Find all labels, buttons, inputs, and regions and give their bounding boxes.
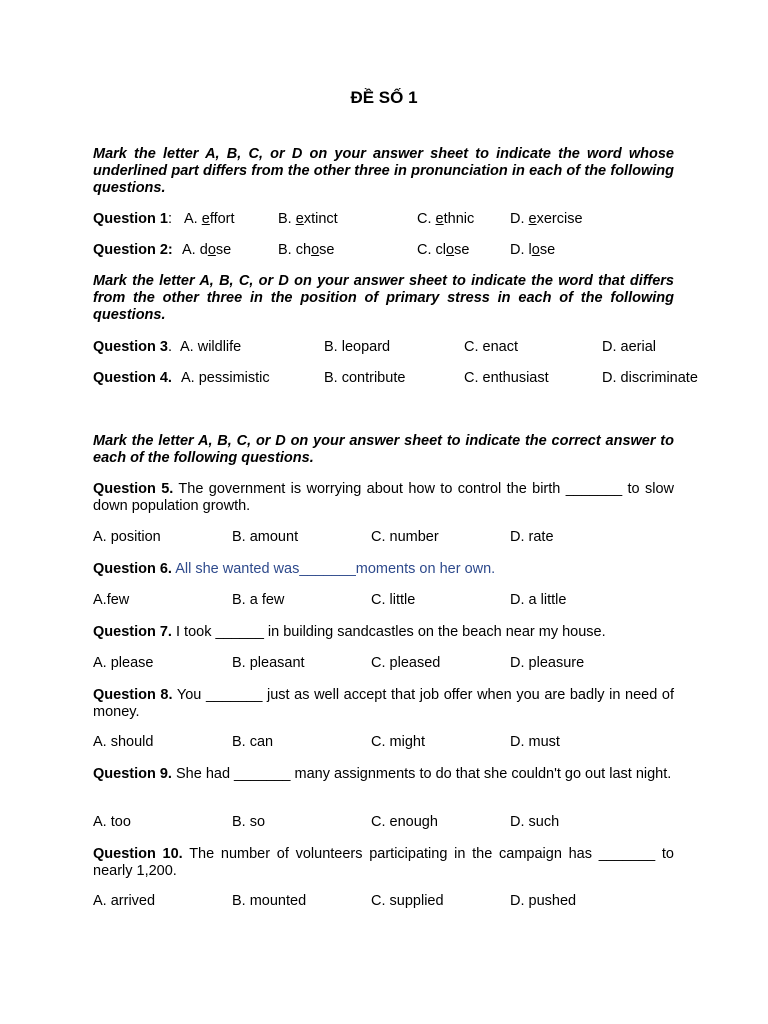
option-b: B. mounted xyxy=(232,893,307,909)
option-word-end: se xyxy=(319,242,335,258)
question-2 xyxy=(93,242,556,259)
option-b: B. contribute xyxy=(324,370,406,386)
option-letter: D. xyxy=(510,211,525,227)
question-label: Question 7. xyxy=(93,624,172,640)
question-text: She had _______ many assignments to do that she couldn't go out last night. xyxy=(176,766,672,782)
option-d: D. a little xyxy=(510,592,567,608)
question-10-stem xyxy=(93,846,674,880)
option-word-end: se xyxy=(454,242,470,258)
question-number: Question 3 xyxy=(93,339,168,355)
underlined-part: e xyxy=(201,211,210,227)
option-a: A. too xyxy=(93,814,131,830)
option-letter: C. xyxy=(417,211,432,227)
option-b: B. leopard xyxy=(324,339,391,355)
option-b xyxy=(278,242,334,259)
option-a: A. wildlife xyxy=(180,339,242,355)
option-letter: A. xyxy=(184,211,198,227)
option-d xyxy=(510,211,583,228)
option-a: A. please xyxy=(93,655,154,671)
option-d: D. aerial xyxy=(602,339,656,355)
option-b xyxy=(278,211,338,228)
option-letter: B. xyxy=(278,211,292,227)
question-punct: . xyxy=(167,339,172,355)
option-d: D. rate xyxy=(510,529,554,545)
question-label: Question 4. xyxy=(93,370,172,386)
option-c xyxy=(417,242,469,259)
option-word-start: d xyxy=(199,242,208,258)
page-title: ĐỀ SỐ 1 xyxy=(350,88,418,107)
question-label: Question 6. xyxy=(93,561,172,577)
option-letter: B. xyxy=(278,242,292,258)
question-label: Question 2: xyxy=(93,242,173,258)
underlined-part: o xyxy=(311,242,320,258)
option-d xyxy=(510,242,555,259)
question-text: The government is worrying about how to control the birth _______ to slow down population growth. xyxy=(93,481,674,514)
option-letter: C. xyxy=(417,242,432,258)
option-a: A. should xyxy=(93,734,154,750)
question-text: You _______ just as well accept that job offer when you are badly in need of money. xyxy=(93,687,674,720)
underlined-part: o xyxy=(207,242,216,258)
question-label: Question 10. xyxy=(93,846,183,862)
option-c: C. number xyxy=(371,529,439,545)
option-d: D. such xyxy=(510,814,560,830)
underlined-part: e xyxy=(528,211,537,227)
question-label: Question 8. xyxy=(93,687,173,703)
option-b: B. pleasant xyxy=(232,655,305,671)
option-word-end: thnic xyxy=(443,211,475,227)
question-text: I took ______ in building sandcastles on the beach near my house. xyxy=(176,624,606,640)
question-text: All she wanted was_______moments on her own. xyxy=(175,561,496,577)
underlined-part: e xyxy=(435,211,444,227)
section-instruction-correct-answer: Mark the letter A, B, C, or D on your answer sheet to indicate the correct answer to each of the following questions. xyxy=(93,433,674,466)
question-9-stem xyxy=(93,766,674,783)
question-number: Question 1 xyxy=(93,211,168,227)
option-word-end: xercise xyxy=(536,211,583,227)
underlined-part: o xyxy=(446,242,455,258)
option-c: C. enough xyxy=(371,814,438,830)
option-a: A. position xyxy=(93,529,161,545)
option-word-end: se xyxy=(539,242,556,258)
option-c: C. little xyxy=(371,592,416,608)
option-word-start: l xyxy=(528,242,532,258)
option-c: C. supplied xyxy=(371,893,444,909)
underlined-part: e xyxy=(295,211,304,227)
option-a: A. arrived xyxy=(93,893,156,909)
underlined-part: o xyxy=(531,242,540,258)
question-label xyxy=(93,339,172,355)
section-instruction-stress: Mark the letter A, B, C, or D on your answer sheet to indicate the word that differs from the other three in the position of primary stress in each of the following questions. xyxy=(93,273,674,323)
option-b: B. so xyxy=(232,814,266,830)
option-letter: D. xyxy=(510,242,525,258)
option-word-start: cl xyxy=(435,242,447,258)
option-b: B. a few xyxy=(232,592,285,608)
question-5-stem xyxy=(93,481,674,515)
option-a xyxy=(182,242,231,259)
option-d: D. pleasure xyxy=(510,655,585,671)
option-a: A.few xyxy=(93,592,130,608)
question-label xyxy=(93,211,172,227)
question-1 xyxy=(93,211,583,228)
option-b: B. can xyxy=(232,734,274,750)
option-d: D. discriminate xyxy=(602,370,698,386)
option-c: C. might xyxy=(371,734,425,750)
question-text: The number of volunteers participating in the campaign has _______ to nearly 1,200. xyxy=(93,846,674,879)
option-c: C. pleased xyxy=(371,655,441,671)
option-word-end: xtinct xyxy=(303,211,338,227)
question-punct: : xyxy=(167,211,172,227)
option-c: C. enthusiast xyxy=(464,370,549,386)
option-word-end: se xyxy=(215,242,232,258)
option-c: C. enact xyxy=(464,339,518,355)
question-7-stem xyxy=(93,624,674,641)
option-d: D. pushed xyxy=(510,893,577,909)
question-label: Question 5. xyxy=(93,481,174,497)
question-6-stem xyxy=(93,561,674,578)
option-word-start: ch xyxy=(295,242,312,258)
question-4 xyxy=(93,370,698,387)
option-word-end: ffort xyxy=(209,211,235,227)
option-b: B. amount xyxy=(232,529,299,545)
question-label: Question 9. xyxy=(93,766,172,782)
option-a xyxy=(184,211,235,228)
question-3 xyxy=(93,339,656,356)
section-instruction-pronunciation: Mark the letter A, B, C, or D on your answer sheet to indicate the word whose underlined part differs from the other three in pronunciation in each of the following questions. xyxy=(93,146,674,196)
option-c xyxy=(417,211,474,228)
question-8-stem xyxy=(93,687,674,721)
option-letter: A. xyxy=(182,242,196,258)
option-a: A. pessimistic xyxy=(181,370,270,386)
option-d: D. must xyxy=(510,734,560,750)
